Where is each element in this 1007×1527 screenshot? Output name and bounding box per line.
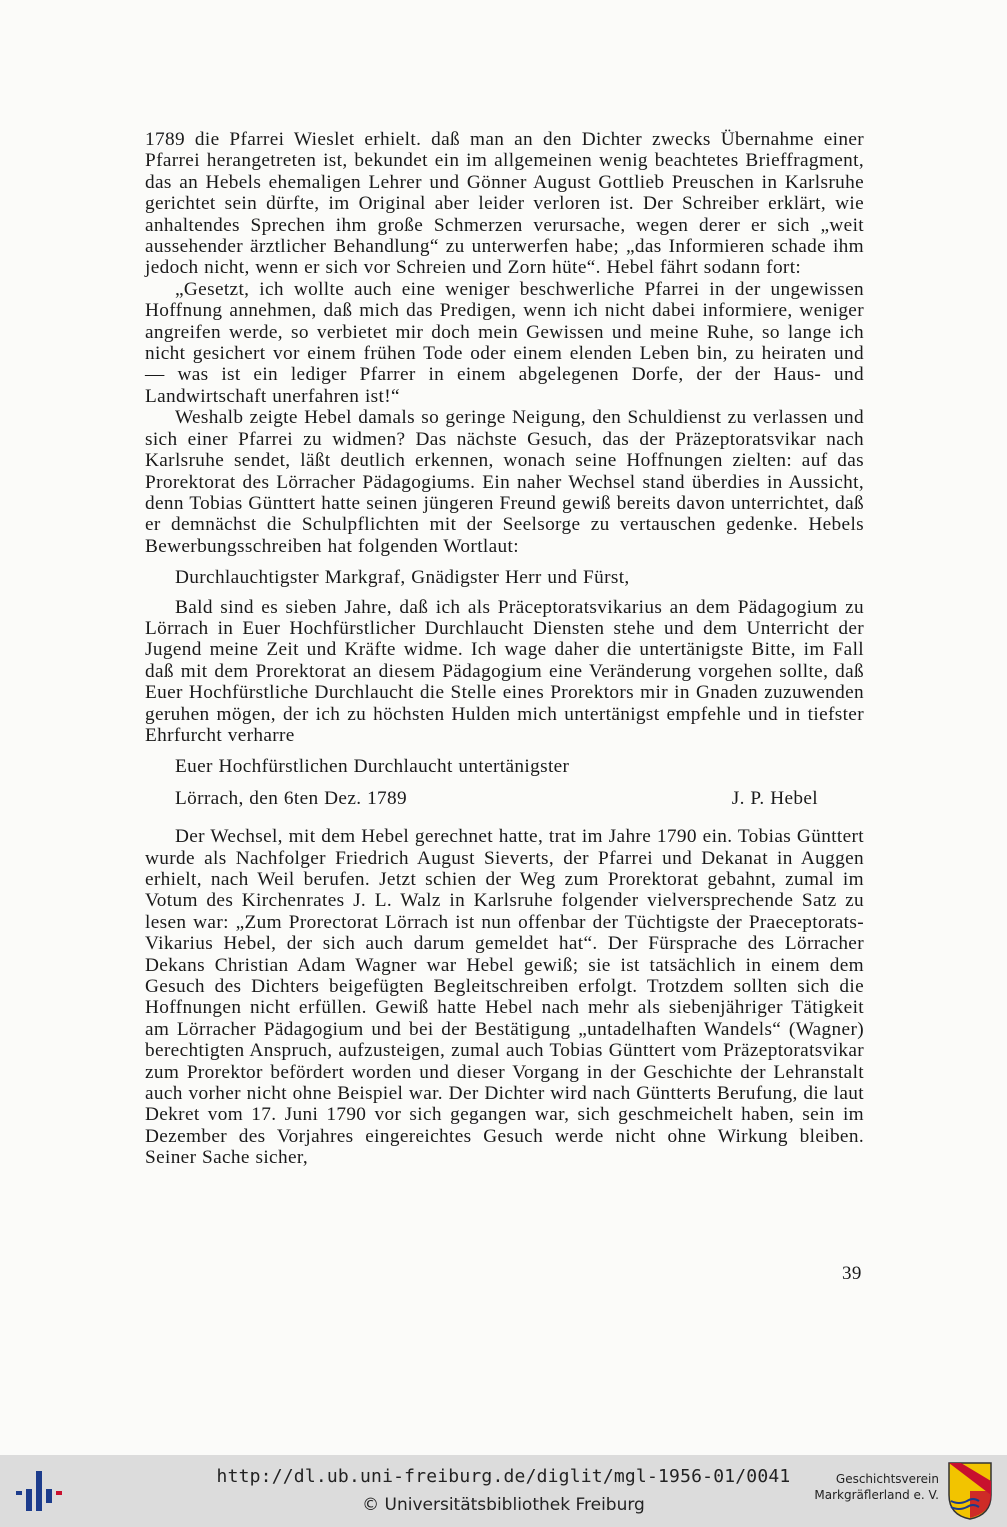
quoted-letter-fragment: „Gesetzt, ich wollte auch eine weniger beschwerliche Pfarrei in der ungewissen Hoffnung annehmen, daß mich das Predigen, wenn ich nicht dabei informiere, weniger angreifen werde, so verbietet mir doch mein Gewissen und meine Ruhe, so lange ich nicht gesichert vor einem frühen Tode oder einem elenden Leben bin, zu heiraten und — was ist ein lediger Pfarrer in einem abgelegenen Dorfe, der der Haus- und Landwirtschaft unerfahren ist!“	[145, 278, 864, 407]
paragraph-after-letter: Der Wechsel, mit dem Hebel gerechnet hatte, trat im Jahre 1790 ein. Tobias Günttert wurde als Nachfolger Friedrich August Sieverts, der Pfarrei und Dekanat in Auggen erhielt, nach Weil berufen. Jetzt schien der Weg zum Prorektorat gebahnt, zumal im Votum des Kirchenrates J. L. Walz in Karlsruhe folgender vielversprechende Satz zu lesen war: „Zum Prorectorat Lörrach ist nun offenbar der Tüchtigste der Praeceptorats-Vikarius Hebel, der sich auch darum gemeldet hat“. Der Fürsprache des Lörracher Dekans Christian Adam Wagner war Hebel gewiß; sie ist tatsächlich in einem dem Gesuch des Dichters beigefügten Begleitschreiben erfolgt. Trotzdem sollten sich die Hoffnungen nicht erfüllen. Gewiß hatte Hebel nach mehr als siebenjähriger Tätigkeit am Lörracher Pädagogium und bei der Bestätigung „untadelhaften Wandels“ (Wagner) berechtigten Anspruch, aufzusteigen, zumal auch Tobias Günttert vom Präzeptoratsvikar zum Prorektor befördert worden und dieser Vorgang in der Geschichte der Lehranstalt auch vorher nicht ohne Beispiel war. Der Dichter wird nach Güntterts Berufung, die laut Dekret vom 17. Juni 1790 vor sich gegangen war, sich geschmeichelt haben, sein im Dezember des Vorjahres eingereichtes Gesuch werde nicht ohne Wirkung bleiben. Seiner Sache sicher,	[145, 826, 864, 1169]
source-url-link[interactable]: http://dl.ub.uni-freiburg.de/diglit/mgl-1956-01/0041	[216, 1466, 791, 1487]
organization-name	[814, 1471, 939, 1503]
copyright-text: © Universitätsbibliothek Freiburg	[362, 1495, 645, 1515]
coat-of-arms-icon	[947, 1461, 993, 1521]
body-text	[145, 129, 864, 1169]
letter-closing: Euer Hochfürstlichen Durchlaucht untertänigster	[175, 756, 570, 778]
letter-place-date: Lörrach, den 6ten Dez. 1789	[175, 787, 408, 809]
footer-bar	[0, 1455, 1007, 1527]
page-number: 39	[842, 1263, 862, 1284]
paragraph-1: 1789 die Pfarrei Wieslet erhielt. daß man an den Dichter zwecks Übernahme einer Pfarrei herangetreten ist, bekundet ein im allgemeinen wenig beachtetes Brieffragment, das an Hebels ehemaligen Lehrer und Gönner August Gottlieb Preuschen in Karlsruhe gerichtet sein dürfte, im Original aber leider verloren ist. Der Schreiber erklärt, wie anhaltendes Sprechen ihm große Schmerzen verursache, wegen derer er sich „weit aussehender ärztlicher Behandlung“ zu unterwerfen habe; „das Informieren schade ihm jedoch nicht, wenn er sich vor Schreien und Zorn hüte“. Hebel fährt sodann fort:	[145, 129, 864, 279]
organization-line-1: Geschichtsverein	[835, 1472, 939, 1486]
letter-body: Bald sind es sieben Jahre, daß ich als Präceptoratsvikarius an dem Pädagogium zu Lörrach in Euer Hochfürstlicher Durchlaucht Diensten stehe und dem Unterricht der Jugend meine Zeit und Kräfte widme. Ich wage daher die untertänigste Bitte, im Fall daß mit dem Prorektorat an diesem Pädagogium eine Veränderung vorgehen sollte, daß Euer Hochfürstliche Durchlaucht die Stelle eines Prorektors mir in Gnaden zuzuwenden geruhen mögen, der ich zu höchsten Hulden mich untertänigst empfehle und in tiefster Ehrfurcht verharre	[145, 596, 864, 746]
letter-signature: J. P. Hebel	[731, 787, 818, 809]
letter-signature-line	[145, 788, 864, 809]
letter-salutation: Durchlauchtigster Markgraf, Gnädigster Herr und Fürst,	[175, 567, 630, 589]
organization-line-2: Markgräflerland e. V.	[814, 1488, 939, 1502]
paragraph-3: Weshalb zeigte Hebel damals so geringe Neigung, den Schuldienst zu verlassen und sich einer Pfarrei zu widmen? Das nächste Gesuch, das der Präzeptoratsvikar nach Karlsruhe sendet, läßt deutlich erkennen, wonach seine Hoffnungen zielten: auf das Prorektorat des Lörracher Pädagogiums. Ein naher Wechsel stand überdies in Aussicht, denn Tobias Günttert hatte seinen jüngeren Freund gewiß bereits davon unterrichtet, daß er demnächst die Schulpflichten mit der Seelsorge zu vertauschen gedenke. Hebels Bewerbungsschreiben hat folgenden Wortlaut:	[145, 407, 864, 557]
